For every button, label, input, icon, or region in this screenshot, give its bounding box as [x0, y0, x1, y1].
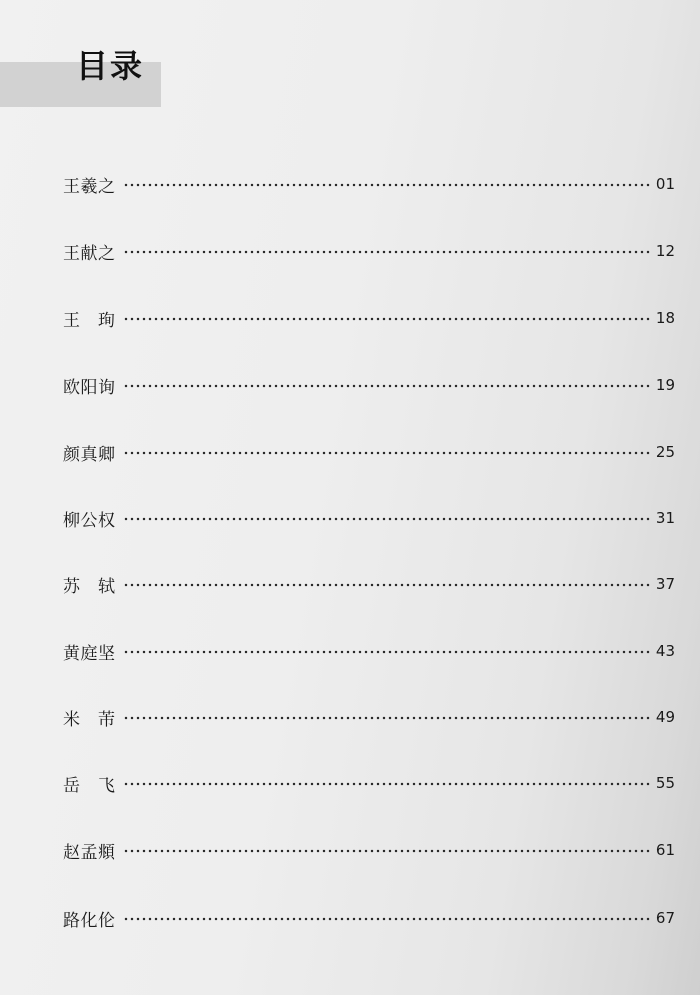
- page-title: 目录: [76, 47, 145, 85]
- toc-entry-name: 王 珣: [63, 311, 116, 331]
- dot-leader: [123, 849, 650, 853]
- toc-entry-page: 67: [655, 909, 675, 927]
- toc-entry-page: 37: [655, 575, 675, 593]
- toc-entry-name: 赵孟頫: [63, 843, 116, 863]
- toc-entry-name: 苏 轼: [63, 577, 116, 597]
- toc-entry[interactable]: [63, 637, 680, 667]
- toc-entry-page: 01: [655, 175, 675, 193]
- toc-entry-name: 欧阳询: [63, 378, 116, 398]
- dot-leader: [123, 917, 650, 921]
- toc-entry-page: 61: [655, 841, 675, 859]
- dot-leader: [123, 716, 650, 720]
- toc-entry[interactable]: [63, 504, 680, 534]
- dot-leader: [123, 650, 650, 654]
- toc-entry-name: 黄庭坚: [63, 644, 116, 664]
- toc-entry-page: 49: [655, 708, 675, 726]
- dot-leader: [123, 782, 650, 786]
- dot-leader: [123, 384, 650, 388]
- dot-leader: [123, 583, 650, 587]
- toc-entry[interactable]: [63, 769, 680, 799]
- toc-entry[interactable]: [63, 304, 680, 334]
- toc-entry-name: 岳 飞: [63, 776, 116, 796]
- toc-entry-page: 18: [655, 309, 675, 327]
- toc-entry-page: 19: [655, 376, 675, 394]
- toc-entry[interactable]: [63, 904, 680, 934]
- toc-entry[interactable]: [63, 836, 680, 866]
- dot-leader: [123, 183, 650, 187]
- toc-entry-page: 12: [655, 242, 675, 260]
- toc-entry[interactable]: [63, 237, 680, 267]
- toc-entry[interactable]: [63, 438, 680, 468]
- toc-entry[interactable]: [63, 570, 680, 600]
- toc-entry-name: 柳公权: [63, 511, 116, 531]
- toc-entry-name: 颜真卿: [63, 445, 116, 465]
- toc-entry[interactable]: [63, 703, 680, 733]
- toc-entry-page: 25: [655, 443, 675, 461]
- toc-entry-page: 55: [655, 774, 675, 792]
- toc-entry-name: 米 芾: [63, 710, 116, 730]
- toc-entry[interactable]: [63, 170, 680, 200]
- toc-entry-page: 31: [655, 509, 675, 527]
- dot-leader: [123, 451, 650, 455]
- toc-entry-name: 路化伦: [63, 911, 116, 931]
- toc-entry-name: 王羲之: [63, 177, 116, 197]
- dot-leader: [123, 317, 650, 321]
- toc-entry-page: 43: [655, 642, 675, 660]
- dot-leader: [123, 517, 650, 521]
- toc-entry-name: 王献之: [63, 244, 116, 264]
- dot-leader: [123, 250, 650, 254]
- toc-entry[interactable]: [63, 371, 680, 401]
